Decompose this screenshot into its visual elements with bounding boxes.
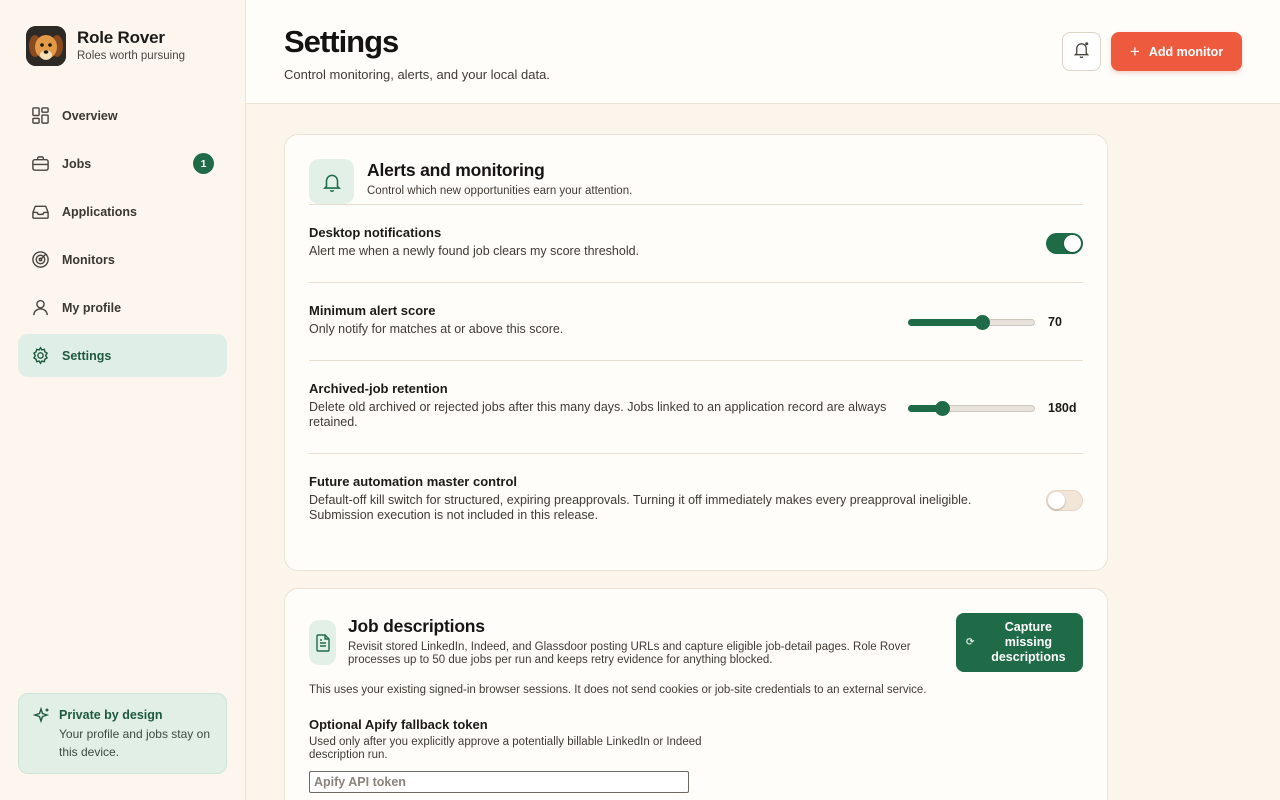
brand-name: Role Rover <box>77 28 165 47</box>
alerts-monitoring-card <box>284 134 1108 571</box>
page-header <box>246 0 1280 104</box>
sidebar <box>0 0 246 800</box>
apify-desc: Used only after you explicitly approve a potentially billable LinkedIn or Indeed description run. <box>309 736 702 761</box>
min-alert-score-title: Minimum alert score <box>309 303 436 318</box>
add-monitor-button[interactable] <box>1111 32 1242 71</box>
sidebar-item-applications[interactable] <box>18 190 227 233</box>
dog-logo-icon <box>26 26 66 66</box>
sidebar-item-jobs[interactable] <box>18 142 227 185</box>
capture-missing-descriptions-button[interactable] <box>956 613 1083 672</box>
sidebar-item-monitors[interactable] <box>18 238 227 281</box>
card-subtitle: Revisit stored LinkedIn, Indeed, and Glassdoor posting URLs and capture eligible job-detail pages. Role Rover processes up to 50 due jobs per run and keeps retry evidence for anything blocked. <box>348 641 911 666</box>
automation-toggle[interactable] <box>1046 490 1083 511</box>
page-title: Settings <box>284 24 399 59</box>
divider <box>309 282 1083 283</box>
sidebar-item-label: Jobs <box>62 156 92 171</box>
sidebar-nav <box>18 94 227 382</box>
brand[interactable] <box>26 26 185 66</box>
sidebar-item-my-profile[interactable] <box>18 286 227 329</box>
automation-title: Future automation master control <box>309 474 518 489</box>
automation-desc: Default-off kill switch for structured, expiring preapprovals. Turning it off immediately makes every preapproval ineligible. Submission execution is not included in this release. <box>309 493 972 522</box>
toggle-knob <box>1064 235 1081 252</box>
plus-icon: + <box>1129 42 1140 61</box>
brand-tagline: Roles worth pursuing <box>77 50 186 62</box>
bell-icon <box>309 159 354 204</box>
min-alert-score-desc: Only notify for matches at or above this score. <box>309 322 564 336</box>
grid-icon <box>31 106 50 125</box>
slider-fill <box>908 319 983 326</box>
bell-icon <box>1072 40 1091 64</box>
divider <box>309 204 1083 205</box>
min-alert-score-value: 70 <box>1048 315 1062 329</box>
radar-icon <box>31 250 50 269</box>
privacy-notice <box>18 693 227 774</box>
privacy-body: Your profile and jobs stay on this device. <box>59 727 210 759</box>
jobs-count-badge: 1 <box>193 153 214 174</box>
inbox-icon <box>31 202 50 221</box>
retention-slider[interactable] <box>908 403 1035 413</box>
sparkle-icon <box>33 707 51 725</box>
desktop-notifications-toggle[interactable] <box>1046 233 1083 254</box>
capture-label: Capture missing descriptions <box>991 620 1066 664</box>
sidebar-item-settings[interactable] <box>18 334 227 377</box>
sidebar-item-label: My profile <box>62 300 122 315</box>
gear-icon <box>31 346 50 365</box>
page-subtitle: Control monitoring, alerts, and your local data. <box>284 67 550 82</box>
min-alert-score-slider[interactable] <box>908 317 1035 327</box>
session-note: This uses your existing signed-in browser sessions. It does not send cookies or job-site credentials to an external service. <box>309 684 927 696</box>
add-monitor-label: Add monitor <box>1148 44 1224 59</box>
retention-value: 180d <box>1048 401 1077 415</box>
sidebar-item-label: Applications <box>62 204 138 219</box>
retention-title: Archived-job retention <box>309 381 448 396</box>
divider <box>309 453 1083 454</box>
document-icon <box>309 620 336 665</box>
sidebar-item-overview[interactable] <box>18 94 227 137</box>
desktop-notifications-title: Desktop notifications <box>309 225 442 240</box>
sidebar-item-label: Settings <box>62 348 112 363</box>
slider-thumb[interactable] <box>935 401 950 416</box>
divider <box>309 360 1083 361</box>
sidebar-item-label: Monitors <box>62 252 115 267</box>
apify-title: Optional Apify fallback token <box>309 717 488 732</box>
briefcase-icon <box>31 154 50 173</box>
job-descriptions-card <box>284 588 1108 800</box>
refresh-icon: ⟳ <box>966 637 975 648</box>
card-subtitle: Control which new opportunities earn your attention. <box>367 185 633 197</box>
card-title: Job descriptions <box>348 616 485 636</box>
slider-thumb[interactable] <box>975 315 990 330</box>
card-title: Alerts and monitoring <box>367 160 545 180</box>
privacy-title: Private by design <box>59 708 163 722</box>
sidebar-item-label: Overview <box>62 108 118 123</box>
toggle-knob <box>1048 492 1065 509</box>
apify-token-input[interactable] <box>309 771 689 793</box>
retention-desc: Delete old archived or rejected jobs after this many days. Jobs linked to an application record are always retained. <box>309 400 887 429</box>
desktop-notifications-desc: Alert me when a newly found job clears my score threshold. <box>309 244 640 258</box>
user-icon <box>31 298 50 317</box>
notifications-button[interactable] <box>1062 32 1101 71</box>
